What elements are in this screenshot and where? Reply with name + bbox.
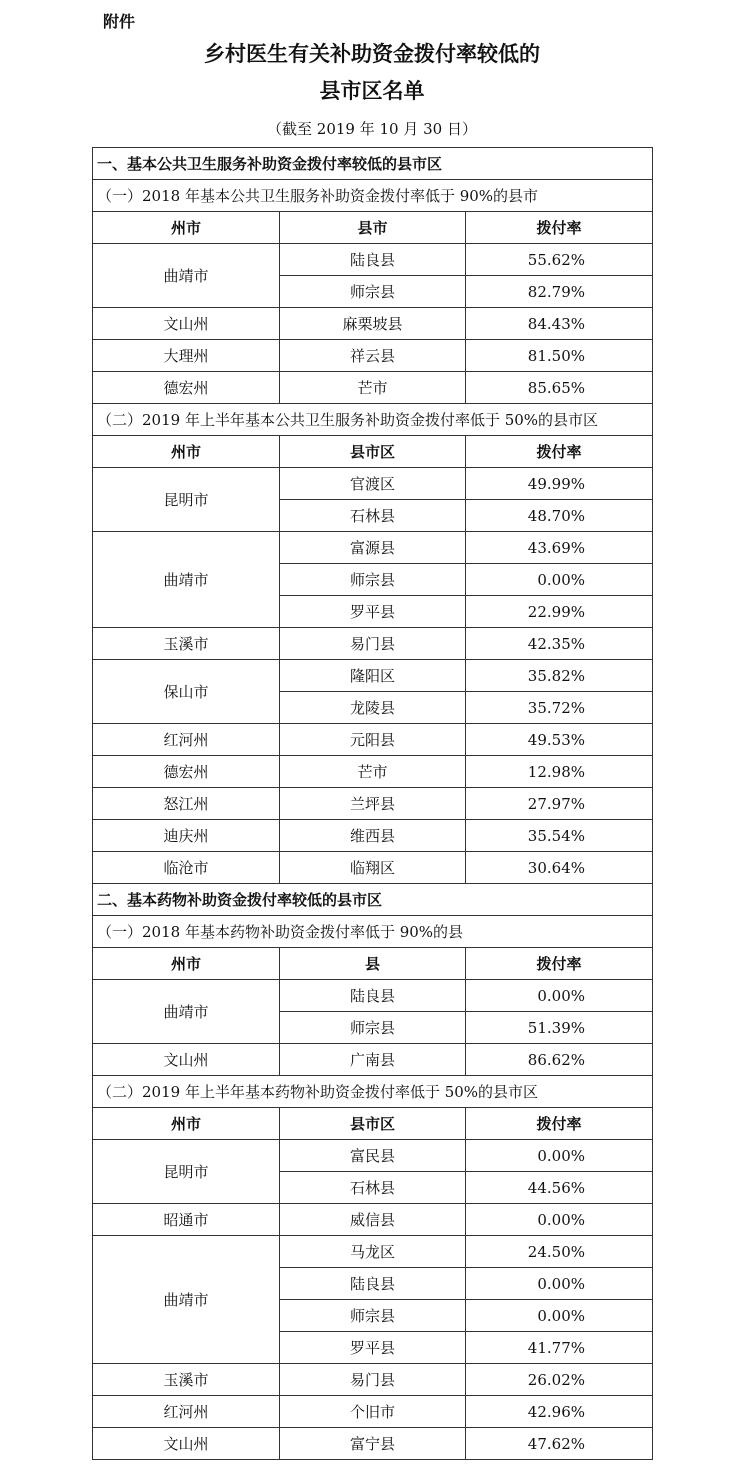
county-cell: 临翔区 — [280, 852, 466, 883]
table-row — [280, 1204, 653, 1235]
prefecture-cell: 文山州 — [93, 1428, 280, 1459]
table-row — [280, 692, 653, 723]
prefecture-cell: 文山州 — [93, 1044, 280, 1075]
prefecture-cell: 迪庆州 — [93, 820, 280, 851]
county-cell: 师宗县 — [280, 564, 466, 595]
county-cell: 石林县 — [280, 1172, 466, 1203]
section-title: 一、基本公共卫生服务补助资金拨付率较低的县市区 — [93, 148, 653, 180]
prefecture-group — [93, 820, 653, 852]
county-cell: 元阳县 — [280, 724, 466, 755]
rate-cell: 24.50% — [466, 1236, 653, 1267]
table-row — [280, 1268, 653, 1300]
prefecture-group — [93, 1396, 653, 1428]
header-rate: 拨付率 — [466, 948, 653, 979]
county-cell: 师宗县 — [280, 276, 466, 307]
table-row — [280, 372, 653, 403]
prefecture-group — [93, 788, 653, 820]
table-row — [280, 724, 653, 755]
county-rows — [280, 820, 653, 851]
subsection-title: （一）2018 年基本药物补助资金拨付率低于 90%的县 — [93, 916, 653, 948]
table-row — [280, 244, 653, 276]
table-row — [280, 820, 653, 851]
table-row — [280, 1140, 653, 1172]
table-row — [280, 564, 653, 596]
county-rows — [280, 628, 653, 659]
header-rate: 拨付率 — [466, 212, 653, 243]
table-row — [280, 628, 653, 659]
table-row — [280, 660, 653, 692]
rate-cell: 43.69% — [466, 532, 653, 563]
county-cell: 富宁县 — [280, 1428, 466, 1459]
header-row — [93, 436, 653, 468]
county-cell: 维西县 — [280, 820, 466, 851]
county-cell: 陆良县 — [280, 1268, 466, 1299]
rate-cell: 35.54% — [466, 820, 653, 851]
rate-cell: 55.62% — [466, 244, 653, 275]
county-cell: 师宗县 — [280, 1012, 466, 1043]
prefecture-group — [93, 468, 653, 532]
county-rows — [280, 1364, 653, 1395]
table-row — [280, 340, 653, 371]
rate-cell: 35.82% — [466, 660, 653, 691]
rate-cell: 12.98% — [466, 756, 653, 787]
county-cell: 罗平县 — [280, 1332, 466, 1363]
table-row — [280, 500, 653, 531]
table-row — [280, 1428, 653, 1459]
county-rows — [280, 340, 653, 371]
prefecture-group — [93, 628, 653, 660]
prefecture-group — [93, 660, 653, 724]
header-prefecture: 州市 — [93, 1108, 280, 1139]
table-row — [280, 1364, 653, 1395]
county-cell: 广南县 — [280, 1044, 466, 1075]
county-cell: 威信县 — [280, 1204, 466, 1235]
county-cell: 易门县 — [280, 1364, 466, 1395]
county-cell: 官渡区 — [280, 468, 466, 499]
section-title: 二、基本药物补助资金拨付率较低的县市区 — [93, 884, 653, 916]
prefecture-group — [93, 532, 653, 628]
county-rows — [280, 308, 653, 339]
county-rows — [280, 532, 653, 627]
county-cell: 师宗县 — [280, 1300, 466, 1331]
rate-cell: 86.62% — [466, 1044, 653, 1075]
county-cell: 芒市 — [280, 372, 466, 403]
table-row — [280, 276, 653, 307]
table-row — [280, 1236, 653, 1268]
county-rows — [280, 788, 653, 819]
header-prefecture: 州市 — [93, 436, 280, 467]
header-row — [93, 948, 653, 980]
subsection-title: （二）2019 年上半年基本药物补助资金拨付率低于 50%的县市区 — [93, 1076, 653, 1108]
rate-cell: 35.72% — [466, 692, 653, 723]
table-row — [280, 1332, 653, 1363]
rate-cell: 51.39% — [466, 1012, 653, 1043]
table-row — [280, 852, 653, 883]
rate-cell: 0.00% — [466, 980, 653, 1011]
prefecture-group — [93, 756, 653, 788]
county-cell: 富源县 — [280, 532, 466, 563]
table-row — [280, 468, 653, 500]
county-rows — [280, 1396, 653, 1427]
county-rows — [280, 756, 653, 787]
prefecture-cell: 昭通市 — [93, 1204, 280, 1235]
county-cell: 石林县 — [280, 500, 466, 531]
county-rows — [280, 980, 653, 1043]
prefecture-cell: 昆明市 — [93, 1140, 280, 1203]
header-county: 县 — [280, 948, 466, 979]
rate-cell: 30.64% — [466, 852, 653, 883]
prefecture-cell: 保山市 — [93, 660, 280, 723]
page-title-line1: 乡村医生有关补助资金拨付率较低的 — [204, 42, 540, 66]
header-rate: 拨付率 — [466, 436, 653, 467]
county-rows — [280, 724, 653, 755]
subsection-title: （二）2019 年上半年基本公共卫生服务补助资金拨付率低于 50%的县市区 — [93, 404, 653, 436]
county-cell: 陆良县 — [280, 980, 466, 1011]
rate-cell: 0.00% — [466, 1204, 653, 1235]
header-county: 县市 — [280, 212, 466, 243]
county-cell: 兰坪县 — [280, 788, 466, 819]
rate-cell: 48.70% — [466, 500, 653, 531]
rate-cell: 44.56% — [466, 1172, 653, 1203]
county-rows — [280, 244, 653, 307]
table-row — [280, 1172, 653, 1203]
rate-cell: 81.50% — [466, 340, 653, 371]
rate-cell: 41.77% — [466, 1332, 653, 1363]
county-rows — [280, 468, 653, 531]
rate-cell: 42.96% — [466, 1396, 653, 1427]
prefecture-group — [93, 372, 653, 404]
rate-cell: 0.00% — [466, 1300, 653, 1331]
header-row — [93, 212, 653, 244]
prefecture-cell: 曲靖市 — [93, 244, 280, 307]
county-cell: 富民县 — [280, 1140, 466, 1171]
county-rows — [280, 1236, 653, 1363]
rate-cell: 0.00% — [466, 1268, 653, 1299]
subsection-title: （一）2018 年基本公共卫生服务补助资金拨付率低于 90%的县市 — [93, 180, 653, 212]
county-rows — [280, 660, 653, 723]
rate-cell: 22.99% — [466, 596, 653, 627]
county-rows — [280, 852, 653, 883]
table-row — [280, 788, 653, 819]
prefecture-cell: 大理州 — [93, 340, 280, 371]
prefecture-group — [93, 1236, 653, 1364]
header-county: 县市区 — [280, 1108, 466, 1139]
page-title-line2: 县市区名单 — [319, 79, 425, 103]
prefecture-cell: 曲靖市 — [93, 1236, 280, 1363]
header-rate: 拨付率 — [466, 1108, 653, 1139]
prefecture-group — [93, 1428, 653, 1460]
table-row — [280, 756, 653, 787]
prefecture-group — [93, 1204, 653, 1236]
table-row — [280, 596, 653, 627]
prefecture-cell: 曲靖市 — [93, 980, 280, 1043]
prefecture-group — [93, 308, 653, 340]
prefecture-group — [93, 1140, 653, 1204]
prefecture-group — [93, 1364, 653, 1396]
rate-cell: 0.00% — [466, 1140, 653, 1171]
prefecture-cell: 德宏州 — [93, 372, 280, 403]
prefecture-cell: 玉溪市 — [93, 1364, 280, 1395]
county-cell: 隆阳区 — [280, 660, 466, 691]
county-cell: 龙陵县 — [280, 692, 466, 723]
table-row — [280, 308, 653, 339]
county-cell: 易门县 — [280, 628, 466, 659]
header-prefecture: 州市 — [93, 948, 280, 979]
rate-cell: 49.53% — [466, 724, 653, 755]
county-rows — [280, 1428, 653, 1459]
table-row — [280, 1044, 653, 1075]
rate-cell: 85.65% — [466, 372, 653, 403]
county-rows — [280, 1204, 653, 1235]
prefecture-cell: 昆明市 — [93, 468, 280, 531]
table-row — [280, 1012, 653, 1043]
county-cell: 祥云县 — [280, 340, 466, 371]
header-prefecture: 州市 — [93, 212, 280, 243]
header-row — [93, 1108, 653, 1140]
prefecture-cell: 曲靖市 — [93, 532, 280, 627]
rate-cell: 42.35% — [466, 628, 653, 659]
rate-cell: 82.79% — [466, 276, 653, 307]
prefecture-cell: 玉溪市 — [93, 628, 280, 659]
table-row — [280, 1300, 653, 1332]
table-row — [280, 532, 653, 564]
rate-cell: 26.02% — [466, 1364, 653, 1395]
county-cell: 陆良县 — [280, 244, 466, 275]
county-cell: 个旧市 — [280, 1396, 466, 1427]
prefecture-cell: 文山州 — [93, 308, 280, 339]
rate-cell: 49.99% — [466, 468, 653, 499]
prefecture-group — [93, 340, 653, 372]
prefecture-cell: 德宏州 — [93, 756, 280, 787]
table-row — [280, 980, 653, 1012]
prefecture-group — [93, 244, 653, 308]
prefecture-group — [93, 724, 653, 756]
prefecture-group — [93, 852, 653, 884]
county-list-table — [92, 147, 653, 1460]
county-cell: 芒市 — [280, 756, 466, 787]
county-cell: 罗平县 — [280, 596, 466, 627]
header-county: 县市区 — [280, 436, 466, 467]
rate-cell: 27.97% — [466, 788, 653, 819]
prefecture-cell: 红河州 — [93, 724, 280, 755]
rate-cell: 47.62% — [466, 1428, 653, 1459]
prefecture-cell: 红河州 — [93, 1396, 280, 1427]
prefecture-cell: 怒江州 — [93, 788, 280, 819]
county-rows — [280, 372, 653, 403]
county-cell: 麻栗坡县 — [280, 308, 466, 339]
rate-cell: 0.00% — [466, 564, 653, 595]
county-rows — [280, 1140, 653, 1203]
prefecture-cell: 临沧市 — [93, 852, 280, 883]
prefecture-group — [93, 980, 653, 1044]
county-rows — [280, 1044, 653, 1075]
rate-cell: 84.43% — [466, 308, 653, 339]
table-row — [280, 1396, 653, 1427]
cutoff-date: （截至 2019 年 10 月 30 日） — [267, 120, 477, 138]
attachment-label: 附件 — [103, 12, 136, 31]
prefecture-group — [93, 1044, 653, 1076]
county-cell: 马龙区 — [280, 1236, 466, 1267]
